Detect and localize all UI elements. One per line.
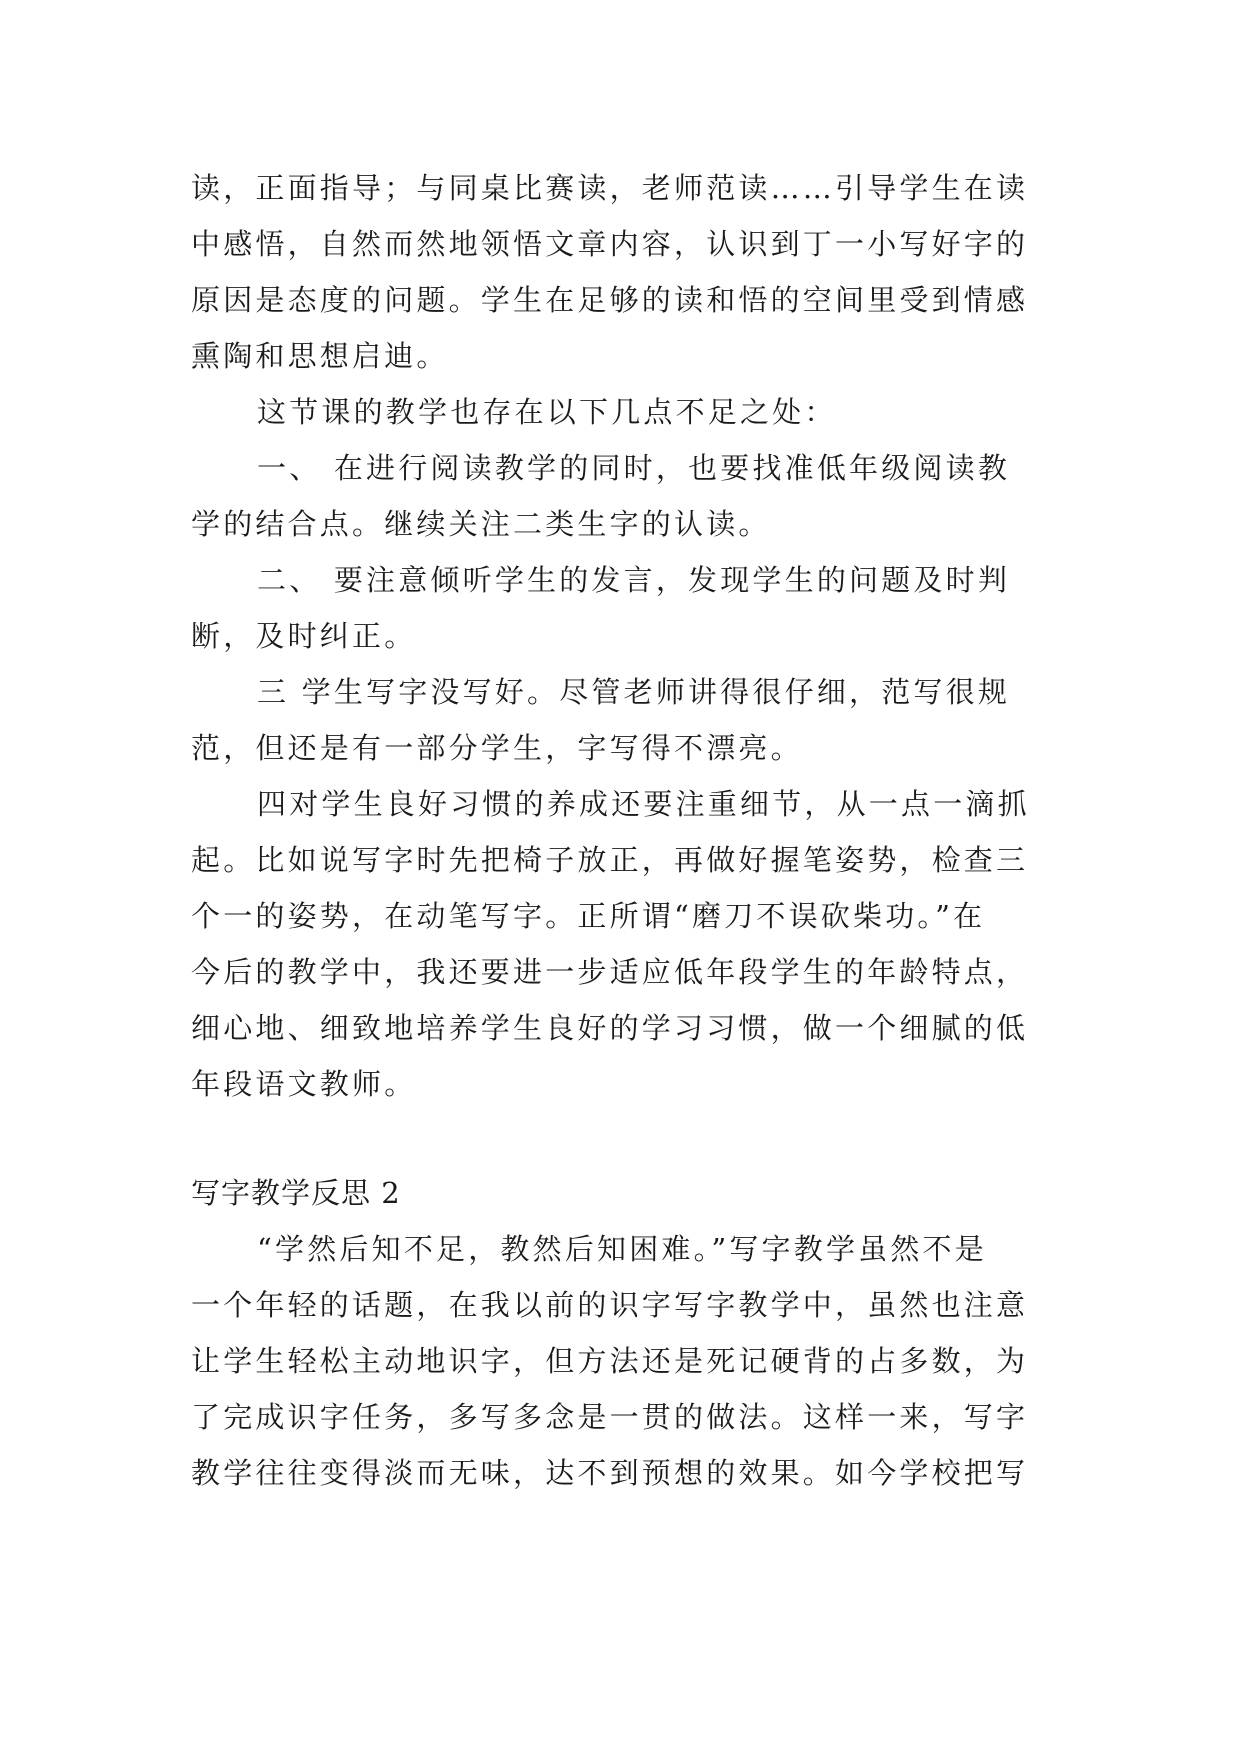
text-line: 了完成识字任务，多写多念是一贯的做法。这样一来，写字 [191, 1400, 1029, 1434]
text-line: 范，但还是有一部分学生，字写得不漂亮。 [191, 731, 803, 765]
text-line: 熏陶和思想启迪。 [191, 339, 449, 373]
text-line: 今后的教学中，我还要进一步适应低年段学生的年龄特点， [191, 955, 1029, 989]
list-item-three-line: 三 学生写字没写好。尽管老师讲得很仔细，范写很规 [257, 675, 1011, 709]
section-title: 写字教学反思 2 [191, 1176, 401, 1210]
text-line: 年段语文教师。 [191, 1067, 417, 1101]
text-line: 中感悟，自然而然地领悟文章内容，认识到丁一小写好字的 [191, 227, 1029, 261]
text-line: 断，及时纠正。 [191, 619, 417, 653]
text-line: 细心地、细致地培养学生良好的学习习惯，做一个细腻的低 [191, 1011, 1029, 1045]
list-item-two-line: 二、 要注意倾听学生的发言，发现学生的问题及时判 [257, 563, 1011, 597]
document-body [191, 160, 1051, 1501]
text-line: 起。比如说写字时先把椅子放正，再做好握笔姿势，检查三 [191, 843, 1029, 877]
paragraph-start-line: 这节课的教学也存在以下几点不足之处： [257, 395, 837, 429]
text-line: 教学往往变得淡而无味，达不到预想的效果。如今学校把写 [191, 1456, 1029, 1490]
text-line: 学的结合点。继续关注二类生字的认读。 [191, 507, 771, 541]
text-line: 原因是态度的问题。学生在足够的读和悟的空间里受到情感 [191, 283, 1029, 317]
text-line: 个一的姿势，在动笔写字。正所谓“磨刀不误砍柴功。”在 [191, 899, 986, 933]
section-gap [191, 1112, 1051, 1165]
list-item-four-line: 四对学生良好习惯的养成还要注重细节，从一点一滴抓 [257, 787, 1030, 821]
text-line: 让学生轻松主动地识字，但方法还是死记硬背的占多数，为 [191, 1344, 1029, 1378]
text-line: 一个年轻的话题，在我以前的识字写字教学中，虽然也注意 [191, 1288, 1029, 1322]
list-item-one-line: 一、 在进行阅读教学的同时，也要找准低年级阅读教 [257, 451, 1011, 485]
paragraph-start-line: “学然后知不足，教然后知困难。”写字教学虽然不是 [257, 1232, 987, 1266]
text-line: 读，正面指导；与同桌比赛读，老师范读……引导学生在读 [191, 171, 1029, 205]
